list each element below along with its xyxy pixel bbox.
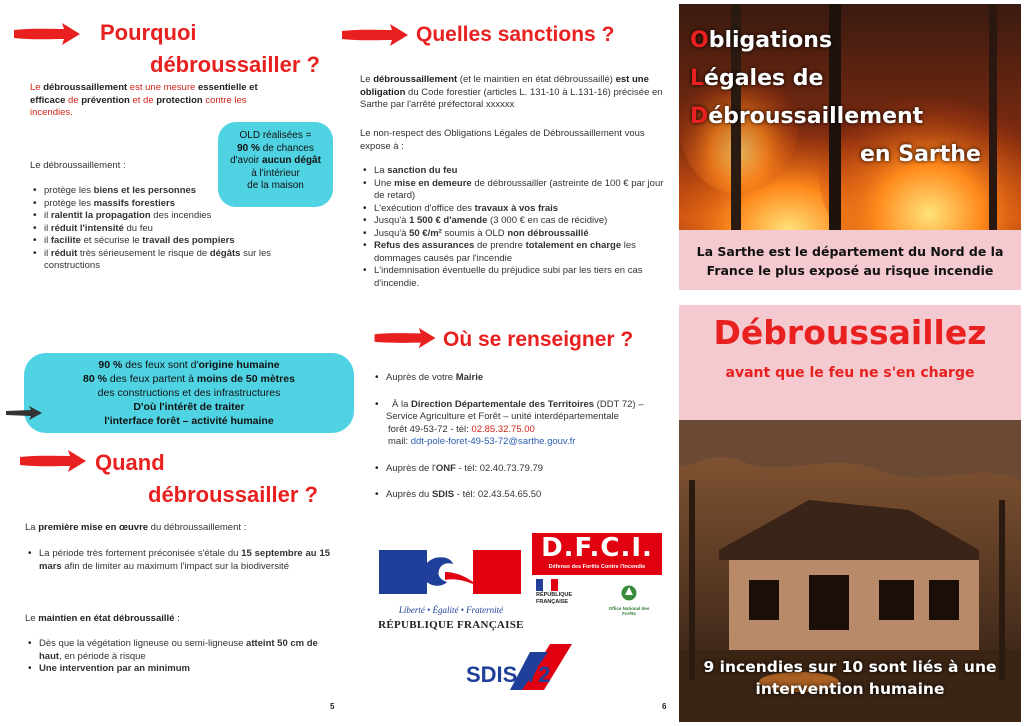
debroussaillez-title: Débroussaillez — [713, 313, 987, 352]
quand-heading-2: débroussailler ? — [148, 482, 318, 507]
list-item: • Une mise en demeure de débroussailler (astreinte de 100 € par jour de retard) — [360, 178, 665, 203]
list-item: • Auprès de votre Mairie — [372, 372, 672, 385]
quand-heading: Quand — [95, 450, 165, 475]
sanctions-list — [360, 165, 665, 290]
slogan-subtitle: avant que le feu ne s'en charge — [725, 365, 975, 381]
list-item: • L'indemnisation éventuelle du préjudice subi par les tiers en cas d'incendie. — [360, 265, 665, 290]
ddt-phone[interactable]: 02.85.32.75.00 — [471, 423, 535, 435]
slogan-panel — [679, 305, 1021, 420]
list-item: • Une intervention par an minimum — [25, 663, 330, 676]
maintien-list — [25, 638, 330, 676]
marianne-icon — [375, 550, 525, 596]
old-bubble: OLD réalisées = 90 % de chances d'avoir aucun dégât à l'intérieur de la maison — [218, 122, 333, 207]
republique-francaise-logo: Liberté • Égalité • Fraternité RÉPUBLIQUE FRANÇAISE — [375, 550, 527, 630]
marianne-small-icon — [536, 579, 558, 591]
red-arrow-icon — [12, 21, 82, 47]
exposure-band: La Sarthe est le département du Nord de la France le plus exposé au risque incendie — [679, 230, 1021, 290]
sdis72-logo: SDIS 72 — [460, 640, 580, 695]
renseigner-heading: Où se renseigner ? — [443, 328, 634, 351]
intro-text: Le débroussaillement est une mesure essentielle et efficace de prévention et de protection contre les incendies. — [30, 82, 258, 118]
small-arrow-icon — [5, 405, 43, 421]
red-arrow-icon — [340, 22, 410, 48]
red-arrow-icon — [372, 326, 438, 350]
divider — [679, 290, 1021, 305]
list-item: • Dès que la végétation ligneuse ou semi-ligneuse atteint 50 cm de haut, en période à risque — [25, 638, 330, 663]
premiere-text: La première mise en œuvre du débroussaillement : — [25, 522, 247, 533]
origin-bubble: 90 % des feux sont d'origine humaine 80 % des feux partent à moins de 50 mètres des constructions et des infrastructures D'où l'intérêt de traiter l'interface forêt – activité humaine — [24, 353, 354, 433]
human-intervention-caption: 9 incendies sur 10 sont liés à une intervention humaine — [703, 658, 997, 698]
sanctions-intro: Le débroussaillement (et le maintien en état débroussaillé) est une obligation du Code forestier (articles L. 131-10 à L.131-16) précisée en Sarthe par l'arrêté préfectoral xxxxxx — [360, 74, 663, 110]
contacts-list — [372, 372, 672, 502]
page-number: 5 — [330, 702, 335, 711]
ol-title: Obligations Légales de Débroussaillement en Sarthe — [690, 28, 981, 167]
list-item: • Jusqu'à 1 500 € d'amende (3 000 € en cas de récidive) — [360, 215, 665, 228]
list-item: • protège les massifs forestiers — [30, 198, 290, 211]
list-item: • il ralentit la propagation des incendies — [30, 210, 290, 223]
list-item: • Refus des assurances de prendre totalement en charge les dommages causés par l'incendie — [360, 240, 665, 265]
list-item: • L'exécution d'office des travaux à vos frais — [360, 203, 665, 216]
maintien-text: Le maintien en état débroussaillé : — [25, 613, 180, 624]
list-item: • protège les biens et les personnes — [30, 185, 290, 198]
tree-icon — [618, 585, 640, 601]
red-arrow-icon — [18, 448, 88, 474]
dfci-logo: D.F.C.I. Défense des Forêts Contre l'Incendie RÉPUBLIQUE FRANÇAISE Office National des Forêts — [532, 533, 662, 625]
list-item: • La période très fortement préconisée s'étale du 15 septembre au 15 mars afin de limiter au maximum l'impact sur la biodiversité — [25, 548, 330, 573]
list-item: • il facilite et sécurise le travail des pompiers — [30, 235, 290, 248]
list-item: • À la Direction Départementale des Territoires (DDT 72) – Service Agriculture et Forêt – unité interdépartementale forêt 49-53-72 - tél: 02.85.32.75.00 mail: ddt-pole-foret-49-53-72@sarthe.gouv.fr — [372, 399, 672, 449]
pourquoi-heading: Pourquoi — [100, 20, 197, 45]
onf-logo: Office National des Forêts — [602, 585, 656, 616]
list-item: • il réduit l'intensité du feu — [30, 223, 290, 236]
list-item: • La sanction du feu — [360, 165, 665, 178]
ddt-mail-link[interactable]: ddt-pole-foret-49-53-72@sarthe.gouv.fr — [410, 436, 576, 447]
pourquoi-heading-2: débroussailler ? — [150, 52, 320, 77]
list-item: • Auprès de l'ONF - tél: 02.40.73.79.79 — [372, 463, 672, 476]
list-item: • il réduit très sérieusement le risque de dégâts sur les constructions — [30, 248, 290, 273]
page-number: 6 — [662, 702, 667, 711]
benefits-list — [30, 185, 290, 273]
sanctions-p2: Le non-respect des Obligations Légales de Débroussaillement vous expose à : — [360, 128, 645, 152]
periode-list — [25, 548, 330, 573]
list-item: • Jusqu'à 50 €/m² soumis à OLD non débroussaillé — [360, 228, 665, 241]
sanctions-heading: Quelles sanctions ? — [416, 23, 615, 46]
list-item: • Auprès du SDIS - tél: 02.43.54.65.50 — [372, 489, 672, 502]
deb-lead: Le débroussaillement : — [30, 160, 126, 171]
